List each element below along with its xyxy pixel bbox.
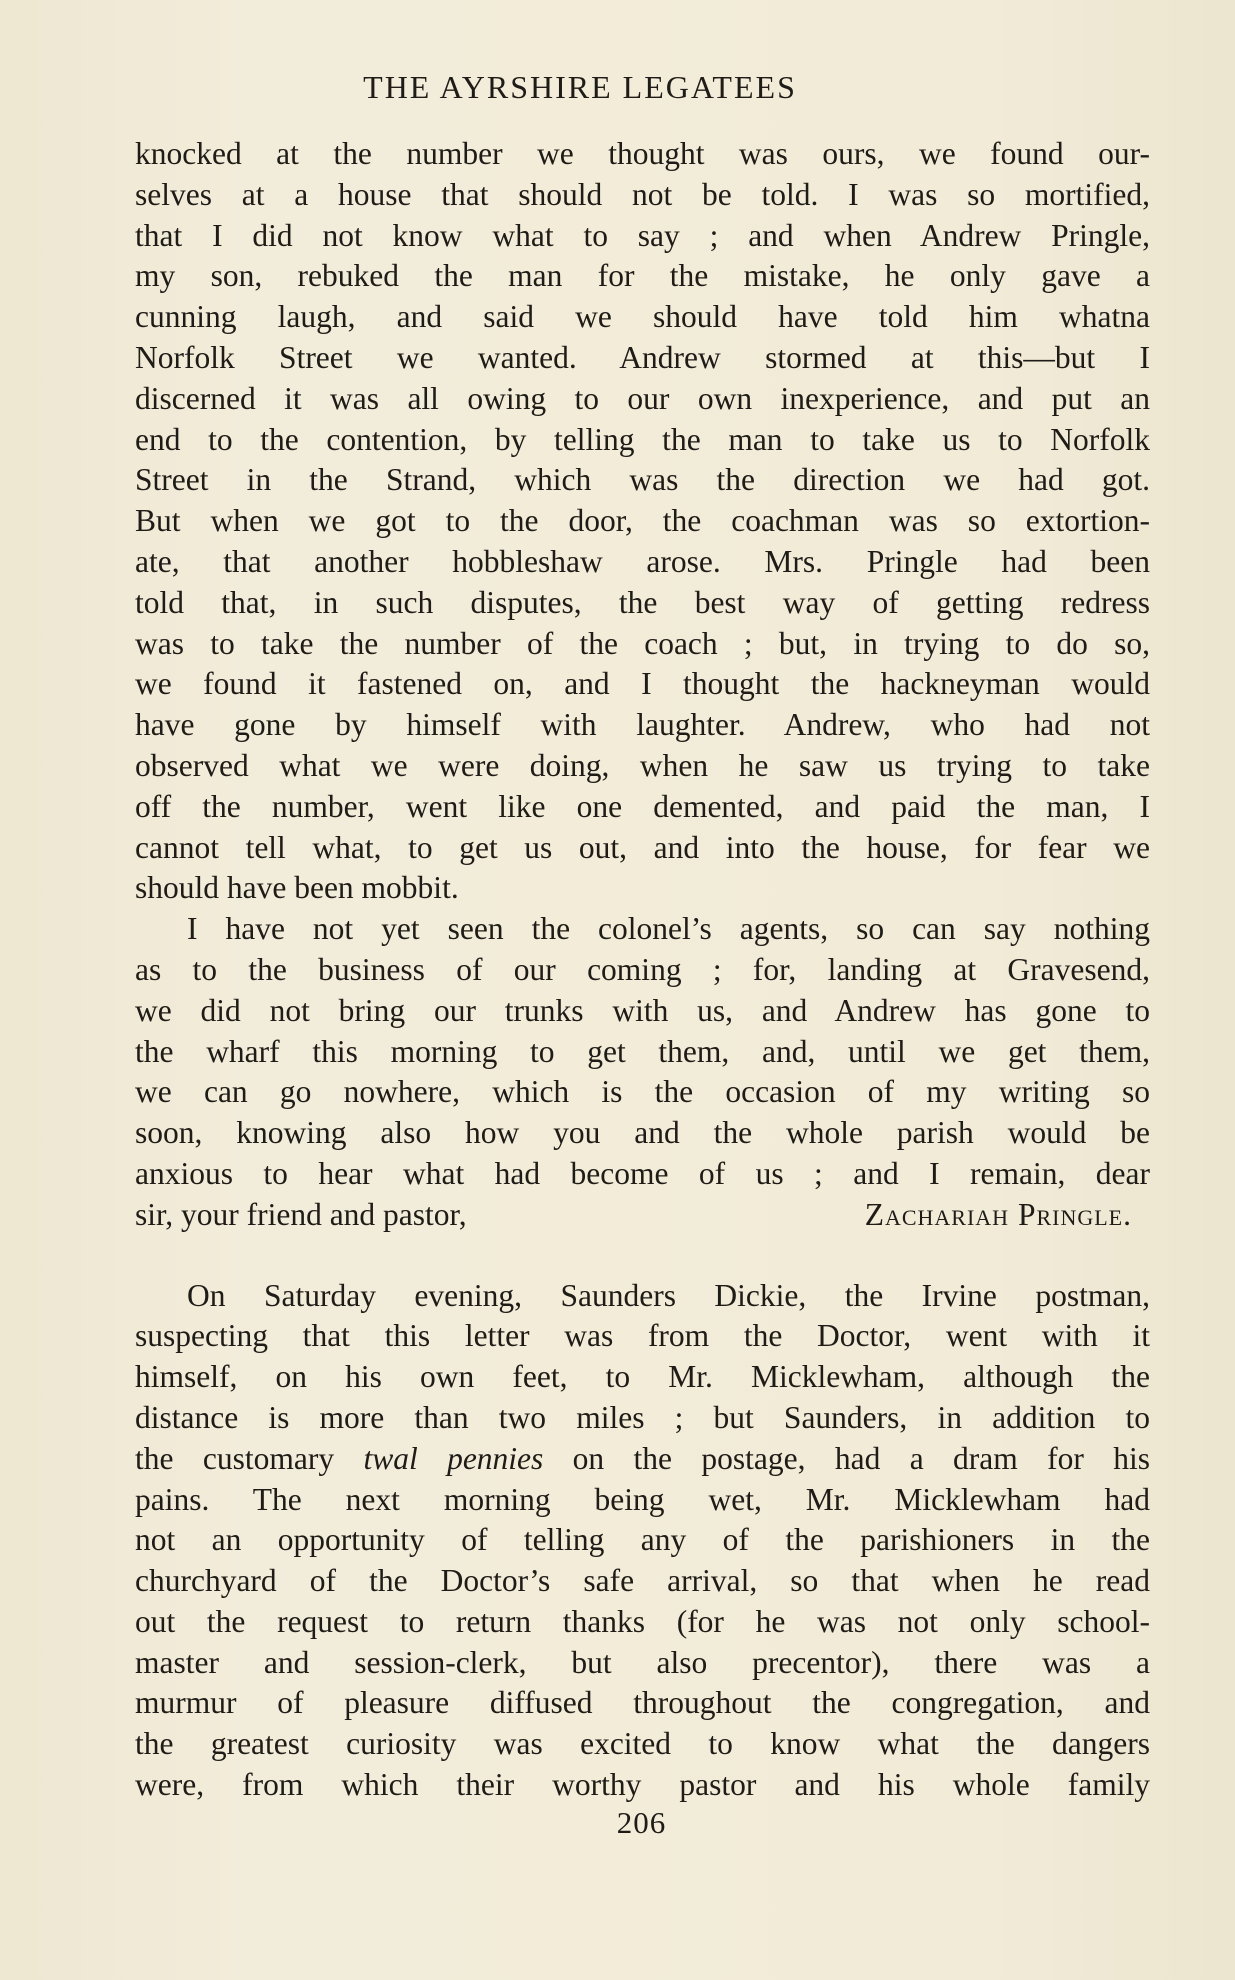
text-line: out the request to return thanks (for he was not only school- xyxy=(135,1603,1150,1639)
text-line: the greatest curiosity was excited to know what the dangers xyxy=(135,1726,1150,1762)
text-line: pains. The next morning being wet, Mr. Micklewham had xyxy=(135,1481,1150,1517)
running-title: THE AYRSHIRE LEGATEES xyxy=(363,69,797,105)
text-line-with-italic xyxy=(135,1439,1150,1480)
text-line: we can go nowhere, which is the occasion of my writing so xyxy=(135,1074,1150,1110)
text-line: we did not bring our trunks with us, and Andrew has gone to xyxy=(135,992,1150,1028)
text-line: was to take the number of the coach ; but, in trying to do so, xyxy=(135,625,1150,661)
page-number: 206 xyxy=(616,1805,667,1840)
text-line: himself, on his own feet, to Mr. Micklewham, although the xyxy=(135,1359,1150,1395)
signature: Zachariah Pringle. xyxy=(864,1196,1132,1232)
text-line: were, from which their worthy pastor and his whole family xyxy=(135,1767,1150,1803)
text-line: end to the contention, by telling the man to take us to Norfolk xyxy=(135,421,1150,457)
text-line: cannot tell what, to get us out, and into the house, for fear we xyxy=(135,829,1150,865)
text-line: have gone by himself with laughter. Andrew, who had not xyxy=(135,707,1150,743)
text-line: not an opportunity of telling any of the parishioners in the xyxy=(135,1522,1150,1558)
text-line: Street in the Strand, which was the direction we had got. xyxy=(135,462,1150,498)
text-line: my son, rebuked the man for the mistake, he only gave a xyxy=(135,258,1150,294)
text-line: told that, in such disputes, the best way of getting redress xyxy=(135,584,1150,620)
body-text xyxy=(135,134,1150,1806)
text-line: should have been mobbit. xyxy=(135,870,459,906)
text-line: murmur of pleasure diffused throughout the congregation, and xyxy=(135,1685,1150,1721)
text-line: off the number, went like one demented, and paid the man, I xyxy=(135,788,1150,824)
text-line: cunning laugh, and said we should have told him whatna xyxy=(135,299,1150,335)
text-line: the wharf this morning to get them, and, until we get them, xyxy=(135,1033,1150,1069)
signature-line xyxy=(135,1195,1150,1236)
text-line: Norfolk Street we wanted. Andrew stormed at this—but I xyxy=(135,339,1150,375)
narrative-paragraph xyxy=(135,1276,1150,1806)
text-run: on the postage, had a dram for his xyxy=(543,1440,1150,1476)
text-line: observed what we were doing, when he saw us trying to take xyxy=(135,747,1150,783)
text-line: suspecting that this letter was from the Doctor, went with it xyxy=(135,1318,1150,1354)
section-gap xyxy=(135,1236,1150,1276)
text-line: distance is more than two miles ; but Saunders, in addition to xyxy=(135,1399,1150,1435)
italic-phrase: twal pennies xyxy=(363,1440,544,1476)
text-line: that I did not know what to say ; and when Andrew Pringle, xyxy=(135,217,1150,253)
text-line: selves at a house that should not be told. I was so mortified, xyxy=(135,176,1150,212)
text-line: churchyard of the Doctor’s safe arrival, so that when he read xyxy=(135,1563,1150,1599)
text-line: discerned it was all owing to our own inexperience, and put an xyxy=(135,380,1150,416)
closing-text: sir, your friend and pastor, xyxy=(135,1196,467,1232)
letter-paragraph-2 xyxy=(135,909,1150,1235)
text-line: master and session-clerk, but also precentor), there was a xyxy=(135,1644,1150,1680)
text-run: the customary xyxy=(135,1440,364,1476)
text-line: ate, that another hobbleshaw arose. Mrs. Pringle had been xyxy=(135,543,1150,579)
text-line: as to the business of our coming ; for, landing at Gravesend, xyxy=(135,951,1150,987)
letter-paragraph-1 xyxy=(135,134,1150,909)
text-line: anxious to hear what had become of us ; and I remain, dear xyxy=(135,1155,1150,1191)
text-line: knocked at the number we thought was ours, we found our- xyxy=(135,136,1150,171)
text-line: But when we got to the door, the coachman was so extortion- xyxy=(135,503,1150,539)
text-line: On Saturday evening, Saunders Dickie, the Irvine postman, xyxy=(187,1277,1150,1313)
text-line: I have not yet seen the colonel’s agents, so can say nothing xyxy=(187,911,1150,947)
text-line: we found it fastened on, and I thought the hackneyman would xyxy=(135,666,1150,702)
text-line: soon, knowing also how you and the whole parish would be xyxy=(135,1115,1150,1151)
